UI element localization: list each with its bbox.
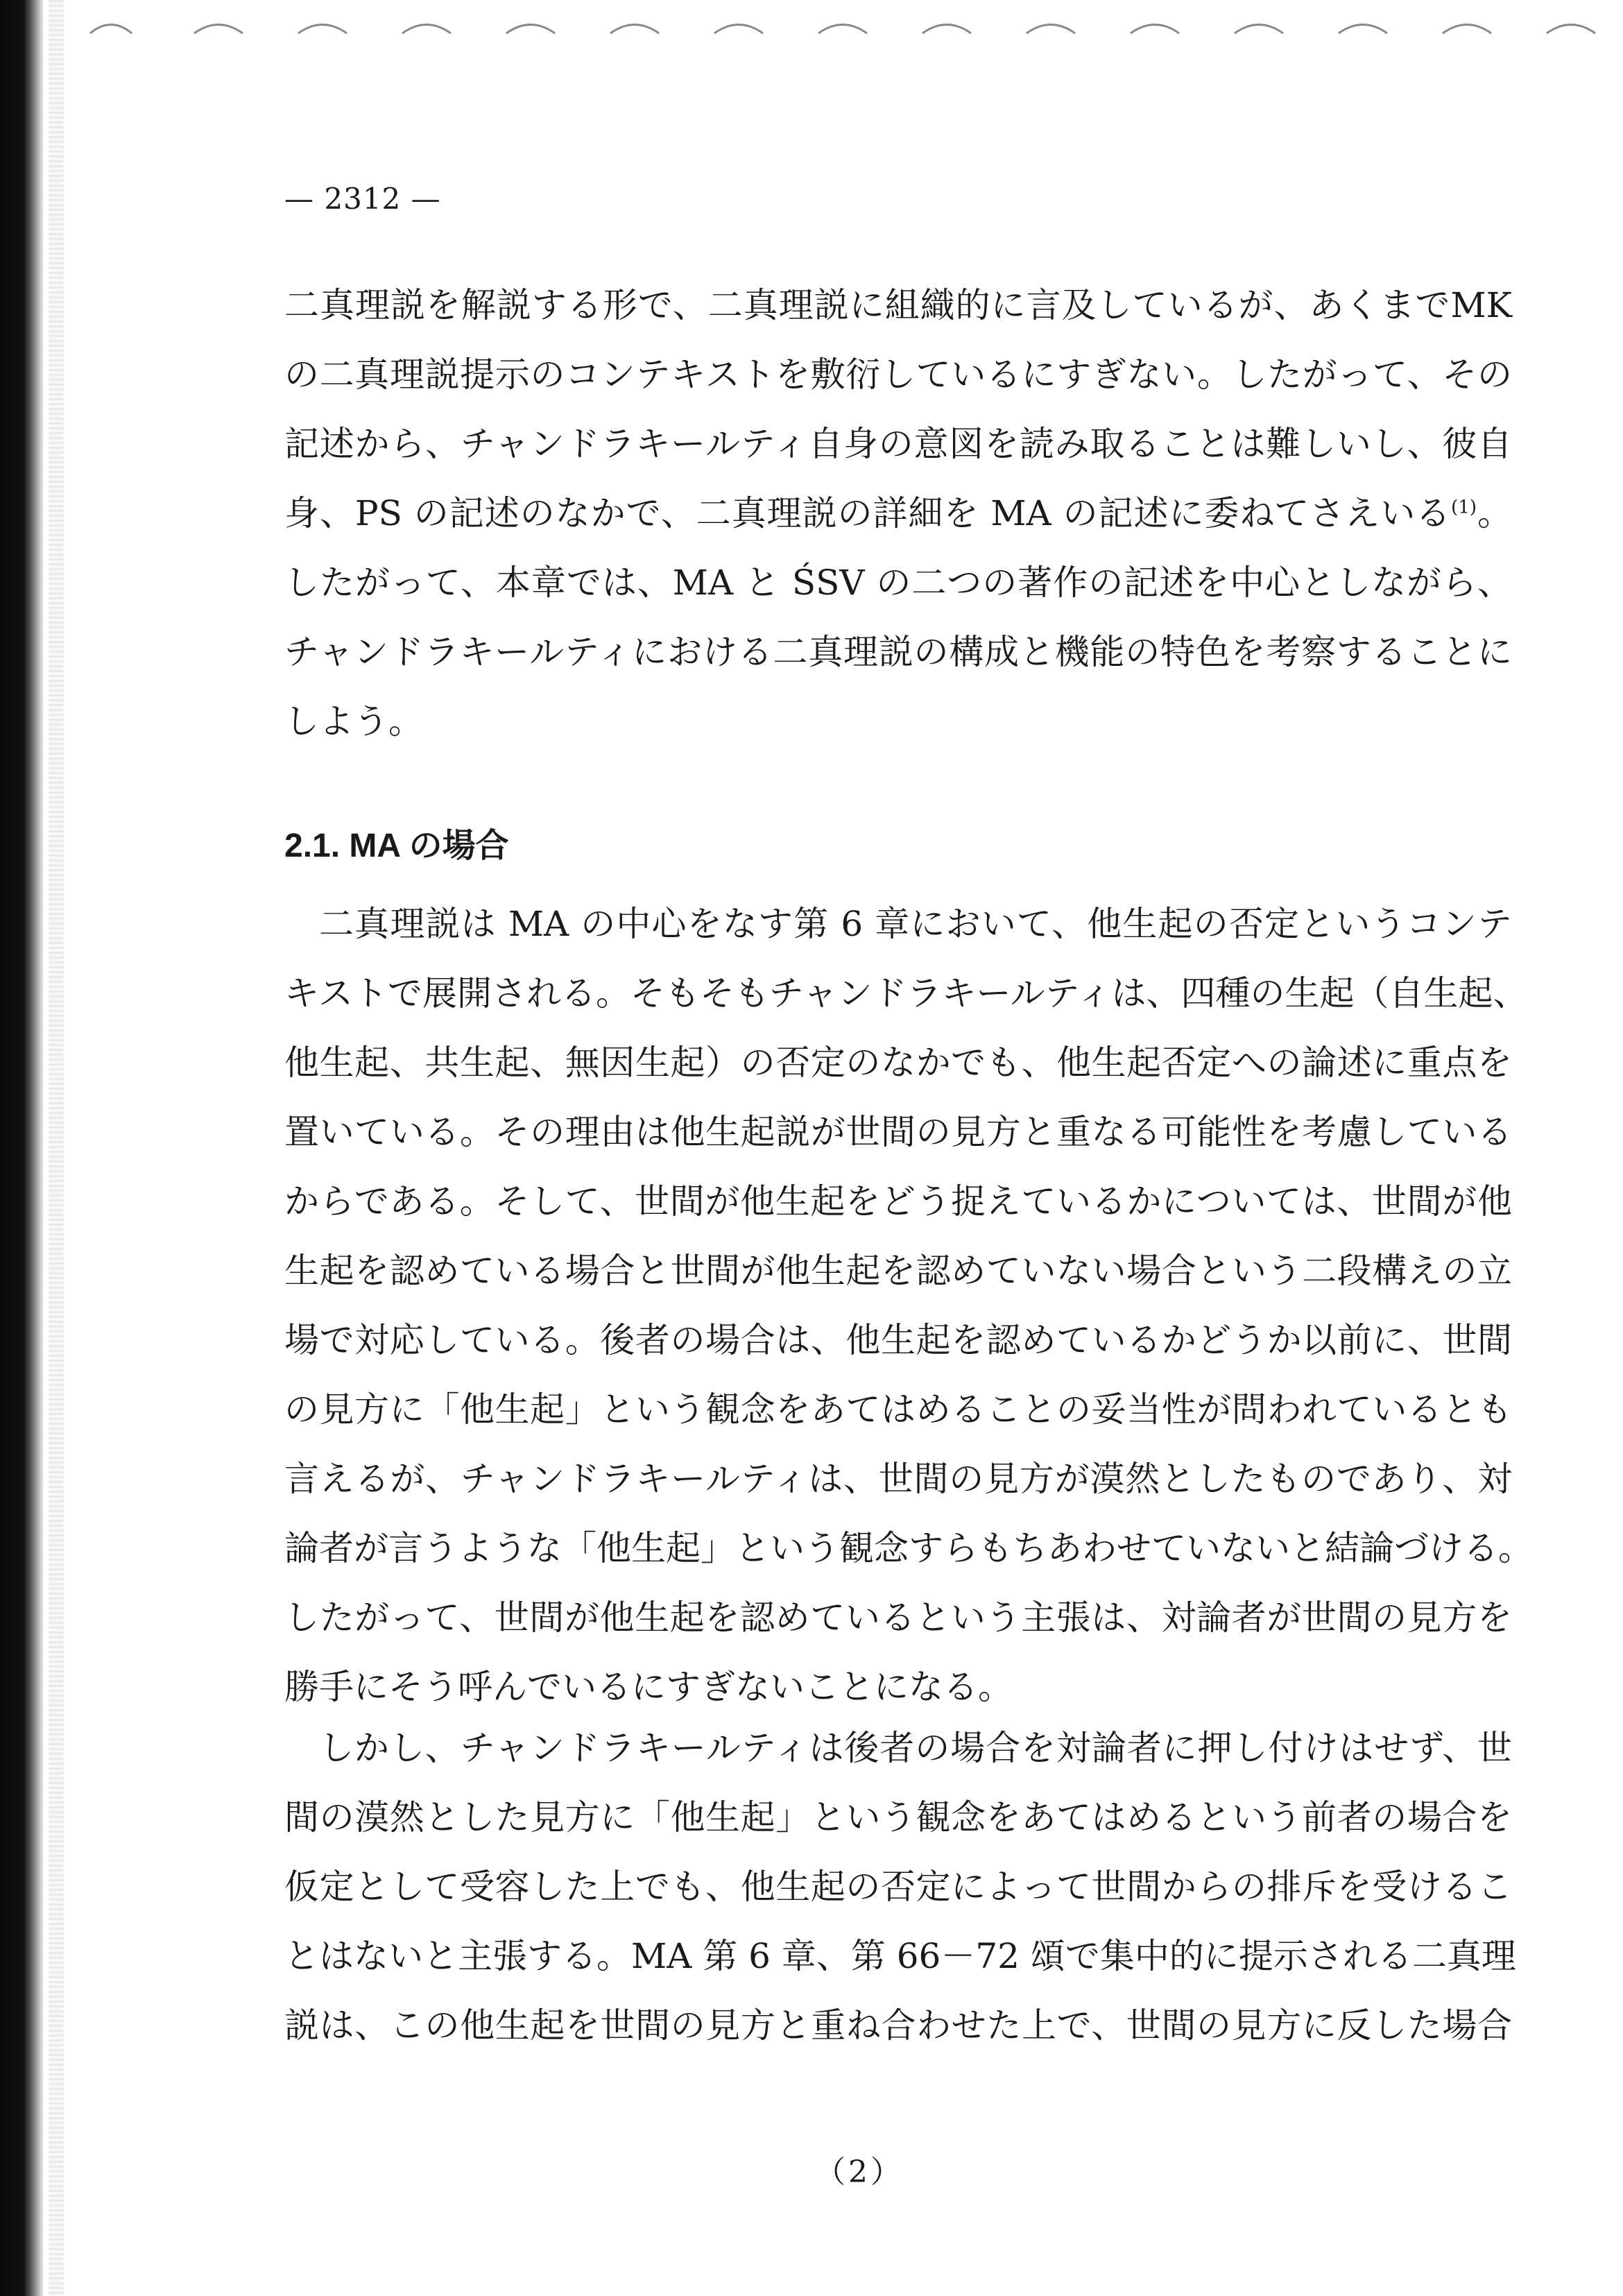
- text-line: 勝手にそう呼んでいるにすぎないことになる。: [284, 1667, 1013, 1707]
- text-line: 二真理説を解説する形で、二真理説に組織的に言及しているが、あくまでMK: [284, 285, 1512, 325]
- text-line: 他生起、共生起、無因生起）の否定のなかでも、他生起否定への論述に重点を: [284, 1043, 1512, 1083]
- text-line: 場で対応している。後者の場合は、他生起を認めているかどうか以前に、世間: [284, 1320, 1512, 1360]
- text-line: チャンドラキールティにおける二真理説の構成と機能の特色を考察することに: [284, 632, 1512, 672]
- text-line: の見方に「他生起」という観念をあてはめることの妥当性が問われているとも: [284, 1389, 1512, 1430]
- text-line: 記述から、チャンドラキールティ自身の意図を読み取ることは難しいし、彼自: [284, 424, 1512, 464]
- text-line: したがって、本章では、MA と ŚSV の二つの著作の記述を中心としながら、: [284, 563, 1512, 603]
- body-paragraph-2: [284, 1713, 1516, 2060]
- scan-edge-strip: [49, 0, 64, 2296]
- footnote-reference[interactable]: (1): [1451, 497, 1477, 518]
- text-line: の二真理説提示のコンテキストを敷衍しているにすぎない。したがって、その: [284, 354, 1512, 395]
- text-line: 論者が言うような「他生起」という観念すらもちあわせていないと結論づける。: [284, 1528, 1533, 1568]
- text-line: しかし、チャンドラキールティは後者の場合を対論者に押し付けはせず、世: [319, 1728, 1512, 1768]
- text-line: 身、PS の記述のなかで、二真理説の詳細を MA の記述に委ねてさえいる: [284, 493, 1452, 533]
- text-line: 仮定として受容した上でも、他生起の否定によって世間からの排斥を受けるこ: [284, 1867, 1512, 1907]
- text-line: とはないと主張する。MA 第 6 章、第 66－72 頌で集中的に提示される二真理: [284, 1936, 1516, 1976]
- text-line: 説は、この他生起を世間の見方と重ね合わせた上で、世間の見方に反した場合: [284, 2005, 1512, 2046]
- text-line: したがって、世間が他生起を認めているという主張は、対論者が世間の見方を: [284, 1597, 1512, 1638]
- page-folio: （2）: [815, 2154, 904, 2190]
- section-heading: 2.1. MA の場合: [284, 828, 509, 864]
- text-line: 置いている。その理由は他生起説が世間の見方と重なる可能性を考慮している: [284, 1112, 1512, 1152]
- text-line: 言えるが、チャンドラキールティは、世間の見方が漠然としたものであり、対: [284, 1459, 1512, 1499]
- text-line: 生起を認めている場合と世間が他生起を認めていない場合という二段構えの立: [284, 1251, 1512, 1291]
- punch-hole-arcs: [83, 12, 1609, 40]
- text-line: 二真理説は MA の中心をなす第 6 章において、他生起の否定というコンテ: [319, 904, 1512, 944]
- body-paragraph-1: [284, 889, 1533, 1722]
- text-line-with-footnote: [284, 479, 1512, 548]
- text-line: からである。そして、世間が他生起をどう捉えているかについては、世間が他: [284, 1181, 1512, 1222]
- intro-paragraph: [284, 271, 1512, 756]
- scan-binding-edge: [0, 0, 43, 2296]
- text-line: キストで展開される。そもそもチャンドラキールティは、四種の生起（自生起、: [284, 973, 1528, 1013]
- text-line: 間の漠然とした見方に「他生起」という観念をあてはめるという前者の場合を: [284, 1797, 1512, 1837]
- running-page-number: — 2312 —: [284, 182, 441, 216]
- sentence-end: 。: [1477, 493, 1513, 533]
- text-line: しよう。: [284, 701, 423, 742]
